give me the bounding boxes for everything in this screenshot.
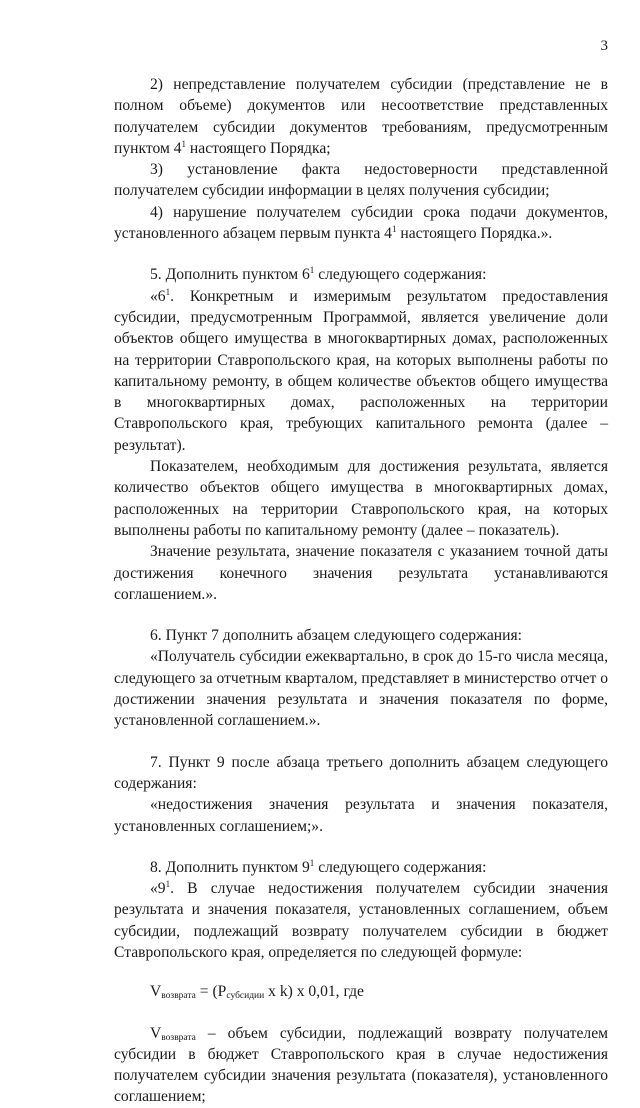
formula: $V_{возврата} = (P_{субсидии}$ x k) x 0,01, где [150,983,364,1002]
section-heading: 5. Дополнить пунктом $6^1$ следующего содержания: [150,265,487,284]
paragraph: 3) установление факта недостоверности представленной получателем субсидии информации в целях получения субсидии; [114,161,608,200]
section-heading: 6. Пункт 7 дополнить абзацем следующего содержания: [150,627,522,645]
page-number: 3 [600,38,608,54]
paragraph: 4) нарушение получателем субсидии срока подачи документов, установленного абзацем первым пункта $4^1$ настоящего Порядка.». [114,203,608,243]
section-heading: 7. Пункт 9 после абзаца третьего дополнить абзацем следующего содержания: [114,753,608,792]
section-heading: 8. Дополнить пунктом $9^1$ следующего содержания: [150,857,487,876]
paragraph: Значение результата, значение показателя с указанием точной даты достижения конечного значения результата устанавливаются соглашением.». [114,543,608,603]
paragraph: 2) непредставление получателем субсидии (представление не в полном объеме) документов или несоответствие представленных получателем субсидии документов требованиям, предусмотренным пунктом $4^1$ настоящего Порядка; [114,76,608,157]
paragraph: «$9^1$. В случае недостижения получателем субсидии значения результата и значения показателя, установленных соглашением, объем субсидии, подлежащий возврату получателем субсидии в бюджет Ставропольского края, определяется по следующей формуле: [114,879,608,961]
paragraph: Показателем, необходимым для достижения результата, является количество объектов общего имущества в многоквартирных домах, расположенных на территории Ставропольского края, на которых выполнены работы по капитальному ремонту (далее – показатель). [114,458,608,539]
paragraph: $V_{возврата}$ – объем субсидии, подлежащий возврату получателем субсидии в бюджет Ставропольского края в случае недостижения получателем субсидии значения результата (показателя), установленного соглашением; [114,1024,608,1106]
paragraph: «недостижения значения результата и значения показателя, установленных соглашением;». [114,796,608,835]
paragraph: «$6^1$. Конкретным и измеримым результатом предоставления субсидии, предусмотренным Программой, является увеличение доли объектов общего имущества в многоквартирных домах, расположенных на территории Ставропольского края, на которых выполнены работы по капитальному ремонту, в общем количестве объектов общего имущества в многоквартирных домах, расположенных на территории Ставропольского края, требующих капитального ремонта (далее – результат). [114,286,608,454]
paragraph: «Получатель субсидии ежеквартально, в срок до 15-го числа месяца, следующего за отчетным кварталом, представляет в министерство отчет о достижении значения результата и значения показателя по форме, установленной соглашением.». [114,648,608,730]
document-body [114,74,608,1108]
